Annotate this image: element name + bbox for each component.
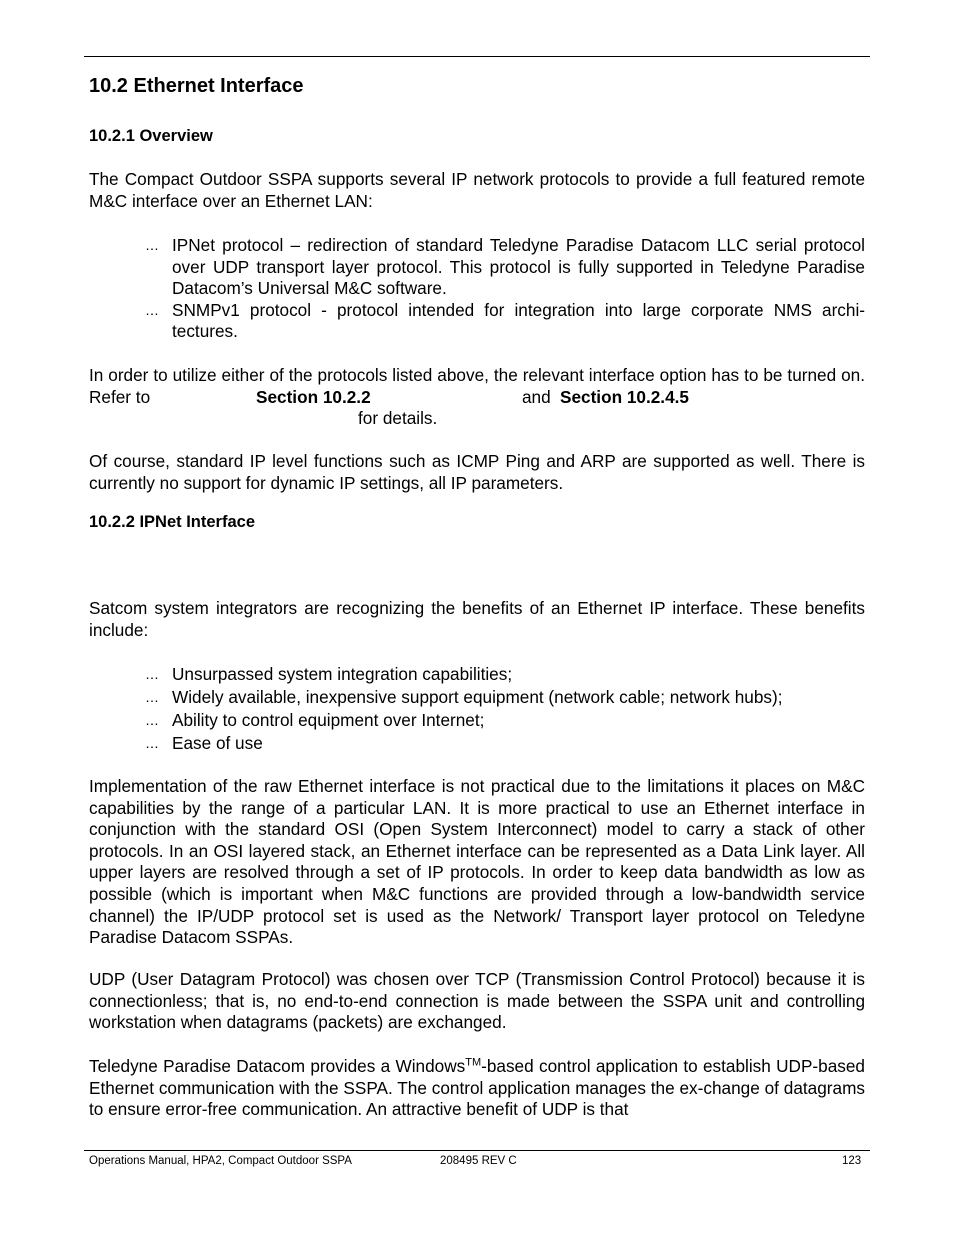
footer-page-number: 123 [842, 1155, 862, 1167]
trademark-mark: TM [465, 1056, 482, 1069]
bullet-mark: … [145, 666, 159, 682]
bullet-mark: … [145, 735, 159, 751]
list-item-text: SNMPv1 protocol - protocol intended for integration into large corporate NMS archi-tectures. [172, 299, 865, 342]
list-item [89, 663, 865, 686]
list-item-text: Ability to control equipment over Internet; [172, 710, 485, 730]
list-item-text: Widely available, inexpensive support equipment (network cable; network hubs); [172, 687, 783, 707]
list-item-text: Ease of use [172, 733, 263, 753]
list-item [89, 686, 865, 709]
benefits-list [89, 663, 865, 755]
bullet-mark: … [145, 237, 159, 253]
footer-rule [84, 1150, 870, 1151]
section-link-10-2-4-5[interactable]: Section 10.2.4.5 [560, 387, 689, 407]
windows-text-b: -based control application to establish UDP-based Ethernet communication with the SSPA. The control application manages the ex-change of datagrams to ensure error-free communication. An attractive benefit of UDP is that [89, 1056, 865, 1120]
refer-and: and [522, 387, 551, 407]
refer-end: for details. [358, 408, 438, 428]
ipnet-heading: 10.2.2 IPNet Interface [89, 513, 255, 531]
overview-intro: The Compact Outdoor SSPA supports several IP network protocols to provide a full featured remote M&C interface over an Ethernet LAN: [89, 169, 865, 211]
overview-closing: Of course, standard IP level functions such as ICMP Ping and ARP are supported as well. There is currently no support for dynamic IP settings, all IP parameters. [89, 451, 865, 493]
overview-heading: 10.2.1 Overview [89, 127, 213, 145]
list-item-text: IPNet protocol – redirection of standard Teledyne Paradise Datacom LLC serial protocol over UDP transport layer protocol. This protocol is fully supported in Teledyne Paradise Datacom’s Universal M&C software. [172, 235, 865, 299]
header-rule [84, 56, 870, 57]
implementation-paragraph: Implementation of the raw Ethernet interface is not practical due to the limitations it places on M&C capabilities by the range of a particular LAN. It is more practical to use an Ethernet interface in conjunction with the standard OSI (Open System Interconnect) model to carry a stack of other protocols. In an OSI layered stack, an Ethernet interface can be represented as a Data Link layer. All upper layers are resolved through a set of IP protocols. In order to keep data bandwidth as low as possible (which is important when M&C functions are provided through a low-bandwidth service channel) the IP/UDP protocol set is used as the Network/ Transport layer protocol on Teledyne Paradise Datacom SSPAs. [89, 776, 865, 948]
section-link-10-2-2[interactable]: Section 10.2.2 [256, 387, 371, 407]
list-item [89, 235, 865, 300]
ipnet-intro: Satcom system integrators are recognizing the benefits of an Ethernet IP interface. These benefits include: [89, 598, 865, 640]
list-item [89, 709, 865, 732]
udp-paragraph: UDP (User Datagram Protocol) was chosen over TCP (Transmission Control Protocol) because it is connectionless; that is, no end-to-end connection is made between the SSPA unit and controlling workstation when datagrams (packets) are exchanged. [89, 969, 865, 1033]
bullet-mark: … [145, 689, 159, 705]
section-heading: 10.2 Ethernet Interface [89, 75, 304, 97]
list-item [89, 300, 865, 343]
list-item-text: Unsurpassed system integration capabilities; [172, 664, 513, 684]
footer-doc-number: 208495 REV C [440, 1155, 517, 1167]
bullet-mark: … [145, 301, 159, 318]
refer-text: In order to utilize either of the protocols listed above, the relevant interface option has to be turned on. Refer to [89, 365, 865, 407]
bullet-mark: … [145, 712, 159, 728]
windows-text-a: Teledyne Paradise Datacom provides a Windows [89, 1056, 466, 1076]
footer-doc-title: Operations Manual, HPA2, Compact Outdoor SSPA [89, 1155, 352, 1167]
protocol-list [89, 235, 865, 343]
list-item [89, 732, 865, 755]
windows-paragraph [89, 1056, 865, 1121]
